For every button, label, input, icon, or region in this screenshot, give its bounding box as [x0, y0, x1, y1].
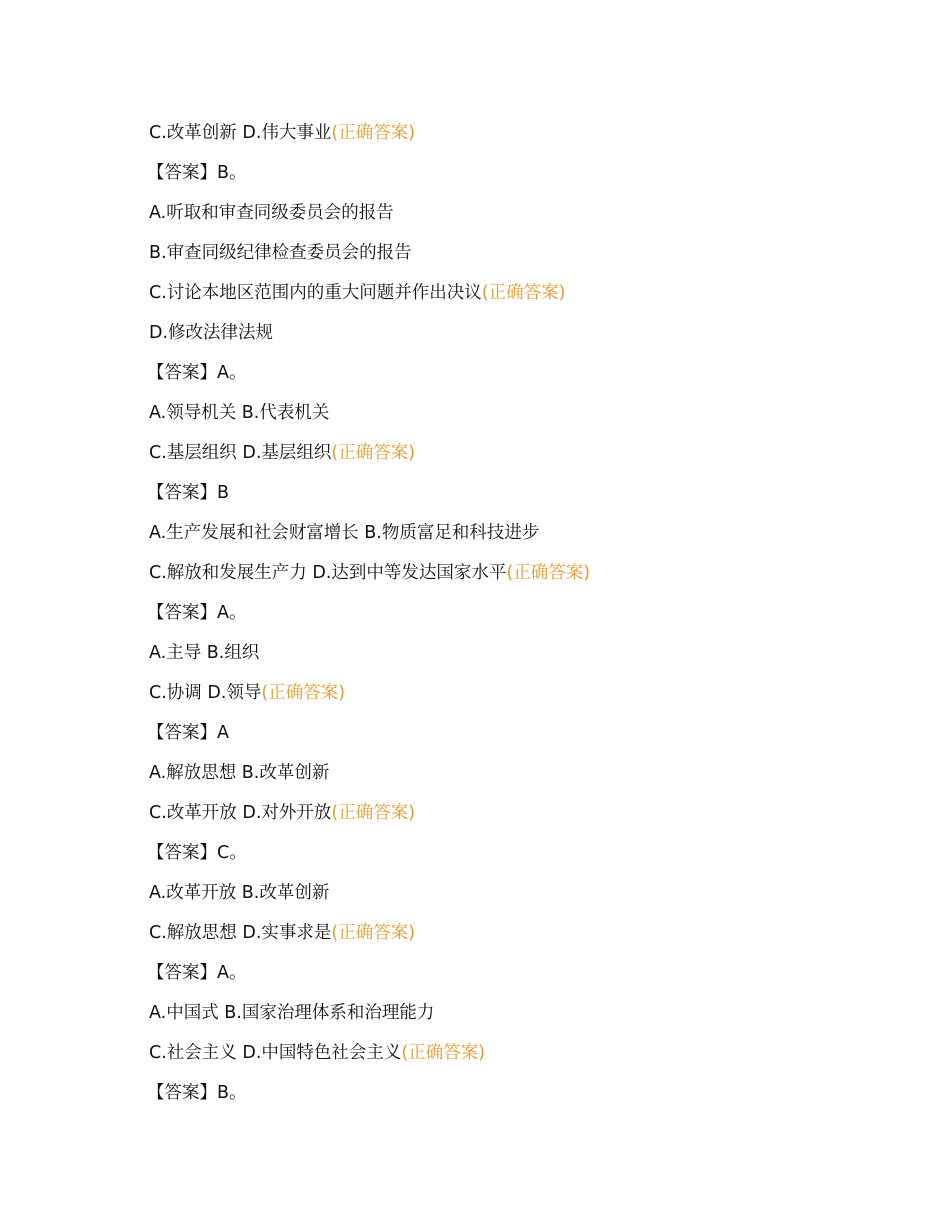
option-line [149, 920, 849, 960]
line-text: B.审查同级纪律检查委员会的报告 [149, 243, 412, 263]
option-line [149, 1040, 849, 1080]
line-text: D.修改法律法规 [149, 323, 274, 343]
option-line [149, 880, 849, 920]
line-text: C.改革开放 D.对外开放 [149, 803, 332, 823]
line-text: A.解放思想 B.改革创新 [149, 763, 330, 783]
line-text: C.讨论本地区范围内的重大问题并作出决议 [149, 283, 482, 303]
line-text: 【答案】C。 [147, 843, 247, 863]
option-line [149, 800, 849, 840]
line-text: 【答案】A。 [147, 963, 247, 983]
line-text: A.改革开放 B.改革创新 [149, 883, 330, 903]
option-line [149, 320, 849, 360]
answer-line [147, 720, 849, 760]
line-text: A.中国式 B.国家治理体系和治理能力 [149, 1003, 435, 1023]
option-line [149, 680, 849, 720]
line-text: 【答案】B。 [147, 163, 247, 183]
correct-answer-mark: (正确答案) [331, 923, 416, 943]
answer-line [147, 600, 849, 640]
correct-answer-mark: (正确答案) [331, 123, 416, 143]
line-text: A.领导机关 B.代表机关 [149, 403, 330, 423]
correct-answer-mark: (正确答案) [506, 563, 591, 583]
line-text: C.协调 D.领导 [149, 683, 262, 703]
option-line [149, 280, 849, 320]
line-text: 【答案】A [147, 723, 229, 743]
answer-line [147, 360, 849, 400]
line-text: 【答案】B [147, 483, 230, 503]
option-line [149, 120, 849, 160]
line-text: C.解放和发展生产力 D.达到中等发达国家水平 [149, 563, 507, 583]
answer-line [147, 840, 849, 880]
option-line [149, 1000, 849, 1040]
option-line [149, 640, 849, 680]
option-line [149, 240, 849, 280]
correct-answer-mark: (正确答案) [401, 1043, 486, 1063]
correct-answer-mark: (正确答案) [331, 803, 416, 823]
answer-line [147, 960, 849, 1000]
line-text: A.主导 B.组织 [149, 643, 260, 663]
option-line [149, 520, 849, 560]
line-text: C.基层组织 D.基层组织 [149, 443, 332, 463]
line-text: 【答案】B。 [147, 1083, 247, 1103]
option-line [149, 440, 849, 480]
option-line [149, 200, 849, 240]
answer-line [147, 480, 849, 520]
document-body [149, 120, 849, 1120]
correct-answer-mark: (正确答案) [261, 683, 346, 703]
line-text: 【答案】A。 [147, 363, 247, 383]
correct-answer-mark: (正确答案) [481, 283, 566, 303]
option-line [149, 400, 849, 440]
line-text: A.生产发展和社会财富增长 B.物质富足和科技进步 [149, 523, 540, 543]
answer-line [147, 1080, 849, 1120]
line-text: C.改革创新 D.伟大事业 [149, 123, 332, 143]
correct-answer-mark: (正确答案) [331, 443, 416, 463]
line-text: A.听取和审查同级委员会的报告 [149, 203, 394, 223]
option-line [149, 560, 849, 600]
answer-line [147, 160, 849, 200]
line-text: C.解放思想 D.实事求是 [149, 923, 332, 943]
option-line [149, 760, 849, 800]
line-text: C.社会主义 D.中国特色社会主义 [149, 1043, 402, 1063]
line-text: 【答案】A。 [147, 603, 247, 623]
